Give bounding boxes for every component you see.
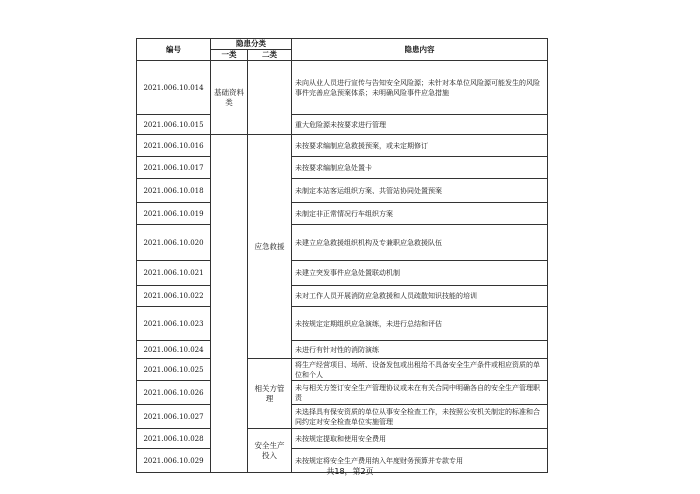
row-code: 2021.006.10.019	[137, 203, 211, 225]
row-desc: 未与相关方签订安全生产管理协议或未在有关合同中明确各自的安全生产管理职责	[292, 381, 548, 405]
row-code: 2021.006.10.018	[137, 179, 211, 203]
row-desc: 未按要求编制应急处置卡	[292, 157, 548, 179]
row-code: 2021.006.10.021	[137, 261, 211, 286]
category-empty	[211, 135, 248, 473]
table-row	[137, 429, 548, 449]
row-desc: 未制定本站客运组织方案、共管站协同处置预案	[292, 179, 548, 203]
row-code: 2021.006.10.015	[137, 115, 211, 135]
row-code: 2021.006.10.017	[137, 157, 211, 179]
table-row	[137, 203, 548, 225]
row-code: 2021.006.10.023	[137, 307, 211, 341]
row-code: 2021.006.10.024	[137, 341, 211, 359]
row-desc: 未对工作人员开展消防应急救援和人员疏散知识技能的培训	[292, 286, 548, 307]
row-desc: 未按规定提取和使用安全费用	[292, 429, 548, 449]
row-desc: 未选择具有保安资质的单位从事安全检查工作，未按照公安机关制定的标准和合同约定对安全检查单位实施管理	[292, 405, 548, 429]
header-cat2: 二类	[248, 50, 292, 61]
row-code: 2021.006.10.014	[137, 61, 211, 115]
table-row	[137, 135, 548, 157]
table-row	[137, 225, 548, 261]
subcategory-emergency: 应急救援	[248, 135, 292, 359]
row-code: 2021.006.10.022	[137, 286, 211, 307]
table-row	[137, 115, 548, 135]
row-desc: 未建立突发事件应急处置联动机制	[292, 261, 548, 286]
category-basic: 基础资料类	[211, 61, 248, 135]
subcategory-related: 相关方管理	[248, 359, 292, 429]
row-code: 2021.006.10.025	[137, 359, 211, 381]
subcategory-safety-input: 安全生产投入	[248, 429, 292, 473]
header-content: 隐患内容	[292, 39, 548, 61]
page-footer: 共18，第2页	[326, 467, 374, 476]
table-row	[137, 179, 548, 203]
header-category: 隐患分类	[211, 39, 292, 50]
table-row	[137, 405, 548, 429]
row-code: 2021.006.10.016	[137, 135, 211, 157]
table-row	[137, 341, 548, 359]
row-desc: 未向从业人员进行宣传与告知安全风险源；未针对本单位风险源可能发生的风险事件完善应急预案体系；未明确风险事件应急措施	[292, 61, 548, 115]
table-row	[137, 261, 548, 286]
row-desc: 未进行有针对性的消防演练	[292, 341, 548, 359]
row-code: 2021.006.10.027	[137, 405, 211, 429]
header-cat1: 一类	[211, 50, 248, 61]
row-code: 2021.006.10.026	[137, 381, 211, 405]
subcategory-empty	[248, 61, 292, 135]
row-desc: 未按规定将安全生产费用纳入年度财务预算并专款专用	[292, 449, 548, 473]
table-row	[137, 61, 548, 115]
table-row	[137, 381, 548, 405]
row-code: 2021.006.10.020	[137, 225, 211, 261]
table-row	[137, 286, 548, 307]
header-code: 编号	[137, 39, 211, 61]
table-row	[137, 157, 548, 179]
row-desc: 重大危险源未按要求进行管理	[292, 115, 548, 135]
row-code: 2021.006.10.028	[137, 429, 211, 449]
row-desc: 未按要求编制应急救援预案，或未定期修订	[292, 135, 548, 157]
row-desc: 未按规定定期组织应急演练，未进行总结和评估	[292, 307, 548, 341]
row-desc: 将生产经营项目、场所、设备发包或出租给不具备安全生产条件或相应资质的单位和个人	[292, 359, 548, 381]
row-code: 2021.006.10.029	[137, 449, 211, 473]
table-row	[137, 359, 548, 381]
row-desc: 未制定非正常情况行车组织方案	[292, 203, 548, 225]
hazard-table	[136, 38, 548, 473]
row-desc: 未建立应急救援组织机构及专兼职应急救援队伍	[292, 225, 548, 261]
table-row	[137, 307, 548, 341]
